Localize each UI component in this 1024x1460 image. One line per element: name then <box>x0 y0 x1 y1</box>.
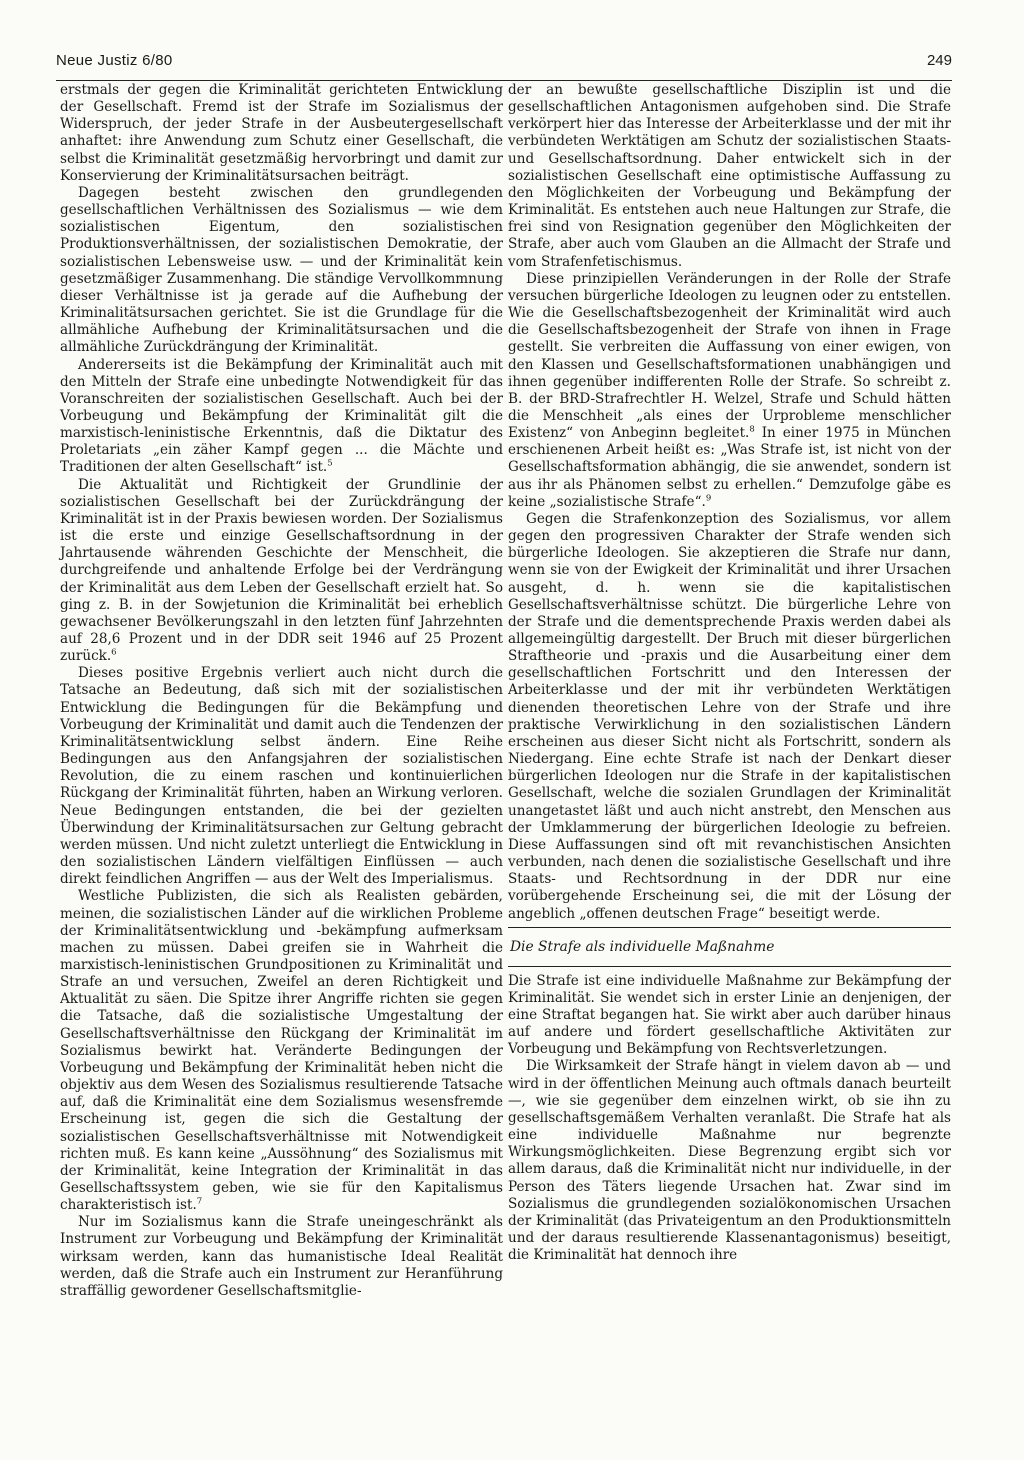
paragraph: erstmals der gegen die Kriminalität gerichteten Entwicklung der Gesellschaft. Fremd ist der Strafe im Sozialismus der Widerspruch, der jeder Strafe in der Ausbeutergesellschaft anhaftet: ihre Anwendung zum Schutz einer Gesellschaft, die selbst die Kriminalität gesetzmäßig hervorbringt und damit zur Konservierung der Kriminalitätsursachen beiträgt. <box>60 82 503 184</box>
footnote-ref: 5 <box>327 458 333 469</box>
paragraph: Dieses positive Ergebnis verliert auch nicht durch die Tatsache an Bedeutung, daß sich mit der sozialistischen Entwicklung die Bedingungen für die Bekämpfung und Vorbeugung der Kriminalität und damit auch die Tendenzen der Kriminalitätsentwicklung selbst ändern. Eine Reihe Bedingungen aus den Anfangsjahren der sozialistischen Revolution, die zu einem raschen und kontinuierlichen Rückgang der Kriminalität führten, haben an Wirkung verloren. Neue Bedingungen entstanden, die bei der gezielten Überwindung der Kriminalitätsursachen zur Geltung gebracht werden müssen. Und nicht zuletzt unterliegt die Entwicklung in den sozialistischen Ländern vielfältigen Einflüssen — auch direkt feindlichen Angriffen — aus der Welt des Imperialismus. <box>60 665 503 888</box>
paragraph: Die Wirksamkeit der Strafe hängt in vielem davon ab — und wird in der öffentlichen Meinung auch oftmals danach beurteilt —, wie sie gegenüber dem einzelnen wirkt, ob sie ihn zu gesellschaftsgemäßem Verhalten veranlaßt. Die Strafe hat als eine individuelle Maßnahme nur begrenzte Wirkungsmöglichkeiten. Diese Begrenzung ergibt sich vor allem daraus, daß die Kriminalität nicht nur individuelle, in der Person des Täters liegende Ursachen hat. Zwar sind im Sozialismus die grundlegenden sozialökonomischen Ursachen der Kriminalität (das Privateigentum an den Produktionsmitteln und der daraus resultierende Klassenantagonismus) beseitigt, die Kriminalität hat dennoch ihre <box>508 1058 951 1264</box>
paragraph <box>60 357 503 477</box>
footnote-ref: 7 <box>196 1196 203 1207</box>
paragraph: Gegen die Strafenkonzeption des Sozialismus, vor allem gegen den progressiven Charakter der Strafe wenden sich bürgerliche Ideologen. Sie akzeptieren die Strafe nur dann, wenn sie von der Ewigkeit der Kriminalität und ihrer Ursachen ausgeht, d. h. wenn sie die kapitalistischen Gesellschaftsverhältnisse schützt. Die bürgerliche Lehre von der Strafe und die dementsprechende Praxis werden dabei als allgemeingültig dargestellt. Der Bruch mit dieser bürgerlichen Straftheorie und -praxis und die Ausarbeitung einer dem gesellschaftlichen Fortschritt und den Interessen der Arbeiterklasse und der mit ihr verbündeten Werktätigen dienenden theoretischen Lehre von der Strafe und ihre praktische Verwirklichung in den sozialistischen Ländern erscheinen aus dieser Sicht nicht als Fortschritt, sondern als Niedergang. Eine echte Strafe ist nach der Denkart dieser bürgerlichen Ideologen nur die Strafe in der kapitalistischen Gesellschaft, welche die sozialen Grundlagen der Kriminalität unangetastet läßt und auch nicht anstrebt, den Menschen aus der Umklammerung der bürgerlichen Ideologie zu befreien. Diese Auffassungen sind oft mit revanchistischen Ansichten verbunden, nach denen die sozialistische Gesellschaft und ihre Staats- und Rechtsordnung in der DDR nur eine vorübergehende Erscheinung sei, die mit der Lösung der angeblich „offenen deutschen Frage“ beseitigt werde. <box>508 510 951 922</box>
paragraph: der an bewußte gesellschaftliche Disziplin ist und die gesellschaftlichen Antagonismen aufgehoben sind. Die Strafe verkörpert hier das Interesse der Arbeiterklasse und der mit ihr verbündeten Werktätigen am Schutz der sozialistischen Staats- und Gesellschaftsordnung. Daher entwickelt sich in der sozialistischen Gesellschaft eine optimistische Auffassung zu den Möglichkeiten der Vorbeugung und Bekämpfung der Kriminalität. Es entstehen auch neue Haltungen zur Strafe, die frei sind von Resignation gegenüber den Möglichkeiten der Strafe, aber auch vom Glauben an die Allmacht der Strafe und vom Strafenfetischismus. <box>508 82 951 270</box>
journal-title: Neue Justiz 6/80 <box>56 52 173 69</box>
paragraph <box>60 888 503 1214</box>
left-column <box>60 82 503 1300</box>
page-number: 249 <box>926 52 952 69</box>
paragraph: Nur im Sozialismus kann die Strafe uneingeschränkt als Instrument zur Vorbeugung und Bekämpfung der Kriminalität wirksam werden, kann das humanistische Ideal Realität werden, daß die Strafe auch ein Instrument zur Heranführung straffällig gewordener Gesellschaftsmitglie- <box>60 1214 503 1299</box>
footnote-ref: 9 <box>705 493 712 504</box>
page-header <box>56 44 952 81</box>
paragraph-text: Die Aktualität und Richtigkeit der Grundlinie der sozialistischen Gesellschaft bei der Zurückdrängung der Kriminalität ist in der Praxis bewiesen worden. Der Sozialismus ist die erste und einzige Gesellschaftsordnung in der Jahrtausende währenden Geschichte der Menschheit, die durchgreifende und anhaltende Erfolge bei der Verdrängung der Kriminalität aus dem Leben der Gesellschaft erzielt hat. So ging z. B. in der Sowjetunion die Kriminalität bei erheblich gewachsener Bevölkerungszahl in den letzten fünf Jahrzehnten auf 28,6 Prozent und in der DDR seit 1946 auf 25 Prozent zurück. <box>60 476 503 665</box>
paragraph-text: In einer 1975 in München erschienenen Arbeit heißt es: „Was Strafe ist, ist nicht von der Gesellschaftsformation abhängig, die sie anwendet, sondern ist aus ihr als Phänomen selbst zu erhellen.“ Demzufolge gäbe es keine „sozialistische Strafe“. <box>508 425 952 510</box>
paragraph-text: Andererseits ist die Bekämpfung der Kriminalität auch mit den Mitteln der Strafe eine unbedingte Notwendigkeit für das Voranschreiten der sozialistischen Gesellschaft. Auch bei der Vorbeugung und Bekämpfung der Kriminalität gilt die marxistisch-leninistische Erkenntnis, daß die Diktatur des Proletariats „ein zäher Kampf gegen ... die Mächte und Traditionen der alten Gesellschaft“ ist. <box>60 356 503 476</box>
paragraph <box>508 271 951 511</box>
footnote-ref: 6 <box>111 647 117 658</box>
section-heading: Die Strafe als individuelle Maßnahme <box>508 928 951 967</box>
paragraph <box>60 477 503 666</box>
paragraph-text: Diese prinzipiellen Veränderungen in der Rolle der Strafe versuchen bürgerliche Ideologen zu leugnen oder zu entstellen. Wie die Gesellschaftsbezogenheit der Kriminalität wird auch die Gesellschaftsbezogenheit der Strafe von ihnen in Frage gestellt. Sie verbreiten die Auffassung von einer ewigen, von den Klassen und Gesellschaftsformationen unabhängigen und ihnen gegenüber indifferenten Rolle der Strafe. So schreibt z. B. der BRD-Strafrechtler H. Welzel, Strafe und Schuld hätten die Menschheit „als eines der Urprobleme menschlicher Existenz“ von Anbeginn begleitet. <box>508 270 951 442</box>
paragraph-text: Westliche Publizisten, die sich als Realisten gebärden, meinen, die sozialistischen Länder auf die wirklichen Probleme der Kriminalitätsentwicklung und -bekämpfung aufmerksam machen zu müssen. Dabei greifen sie in Wahrheit die marxistisch-leninistischen Grundpositionen zu Kriminalität und Strafe an und versuchen, Zweifel an deren Richtigkeit und Aktualität zu säen. Die Spitze ihrer Angriffe richten sie gegen die Tatsache, daß die sozialistische Umgestaltung der Gesellschaftsverhältnisse den Rückgang der Kriminalität im Sozialismus bewirkt hat. Veränderte Bedingungen der Vorbeugung und Bekämpfung der Kriminalität heben nicht die objektiv aus dem Wesen des Sozialismus resultierende Tatsache auf, daß die Kriminalität eine dem Sozialismus wesensfremde Erscheinung ist, gegen die sich die Gestaltung der sozialistischen Gesellschaftsverhältnisse mit Notwendigkeit richten muß. Es kann keine „Aussöhnung“ des Sozialismus mit der Kriminalität, keine Integration der Kriminalität in das Gesellschaftssystem geben, wie sie für den Kapitalismus charakteristisch ist. <box>60 888 503 1214</box>
footnote-ref: 8 <box>749 424 755 435</box>
paragraph: Dagegen besteht zwischen den grundlegenden gesellschaftlichen Verhältnissen des Sozialismus — wie dem sozialistischen Eigentum, den sozialistischen Produktionsverhältnissen, der sozialistischen Demokratie, der sozialistischen Lebensweise usw. — und der Kriminalität kein gesetzmäßiger Zusammenhang. Die ständige Vervollkommnung dieser Verhältnisse ist ja gerade auf die Aufhebung der Kriminalitätsursachen gerichtet. Sie ist die Grundlage für die allmähliche Aufhebung der Kriminalitätsursachen und die allmähliche Zurückdrängung der Kriminalität. <box>60 184 503 356</box>
paragraph: Die Strafe ist eine individuelle Maßnahme zur Bekämpfung der Kriminalität. Sie wendet sich in erster Linie an denjenigen, der eine Straftat begangen hat. Sie wirkt aber auch darüber hinaus auf andere und fördert gesellschaftliche Aktivitäten zur Vorbeugung und Bekämpfung von Rechtsverletzungen. <box>508 972 951 1058</box>
right-column <box>508 82 951 1264</box>
